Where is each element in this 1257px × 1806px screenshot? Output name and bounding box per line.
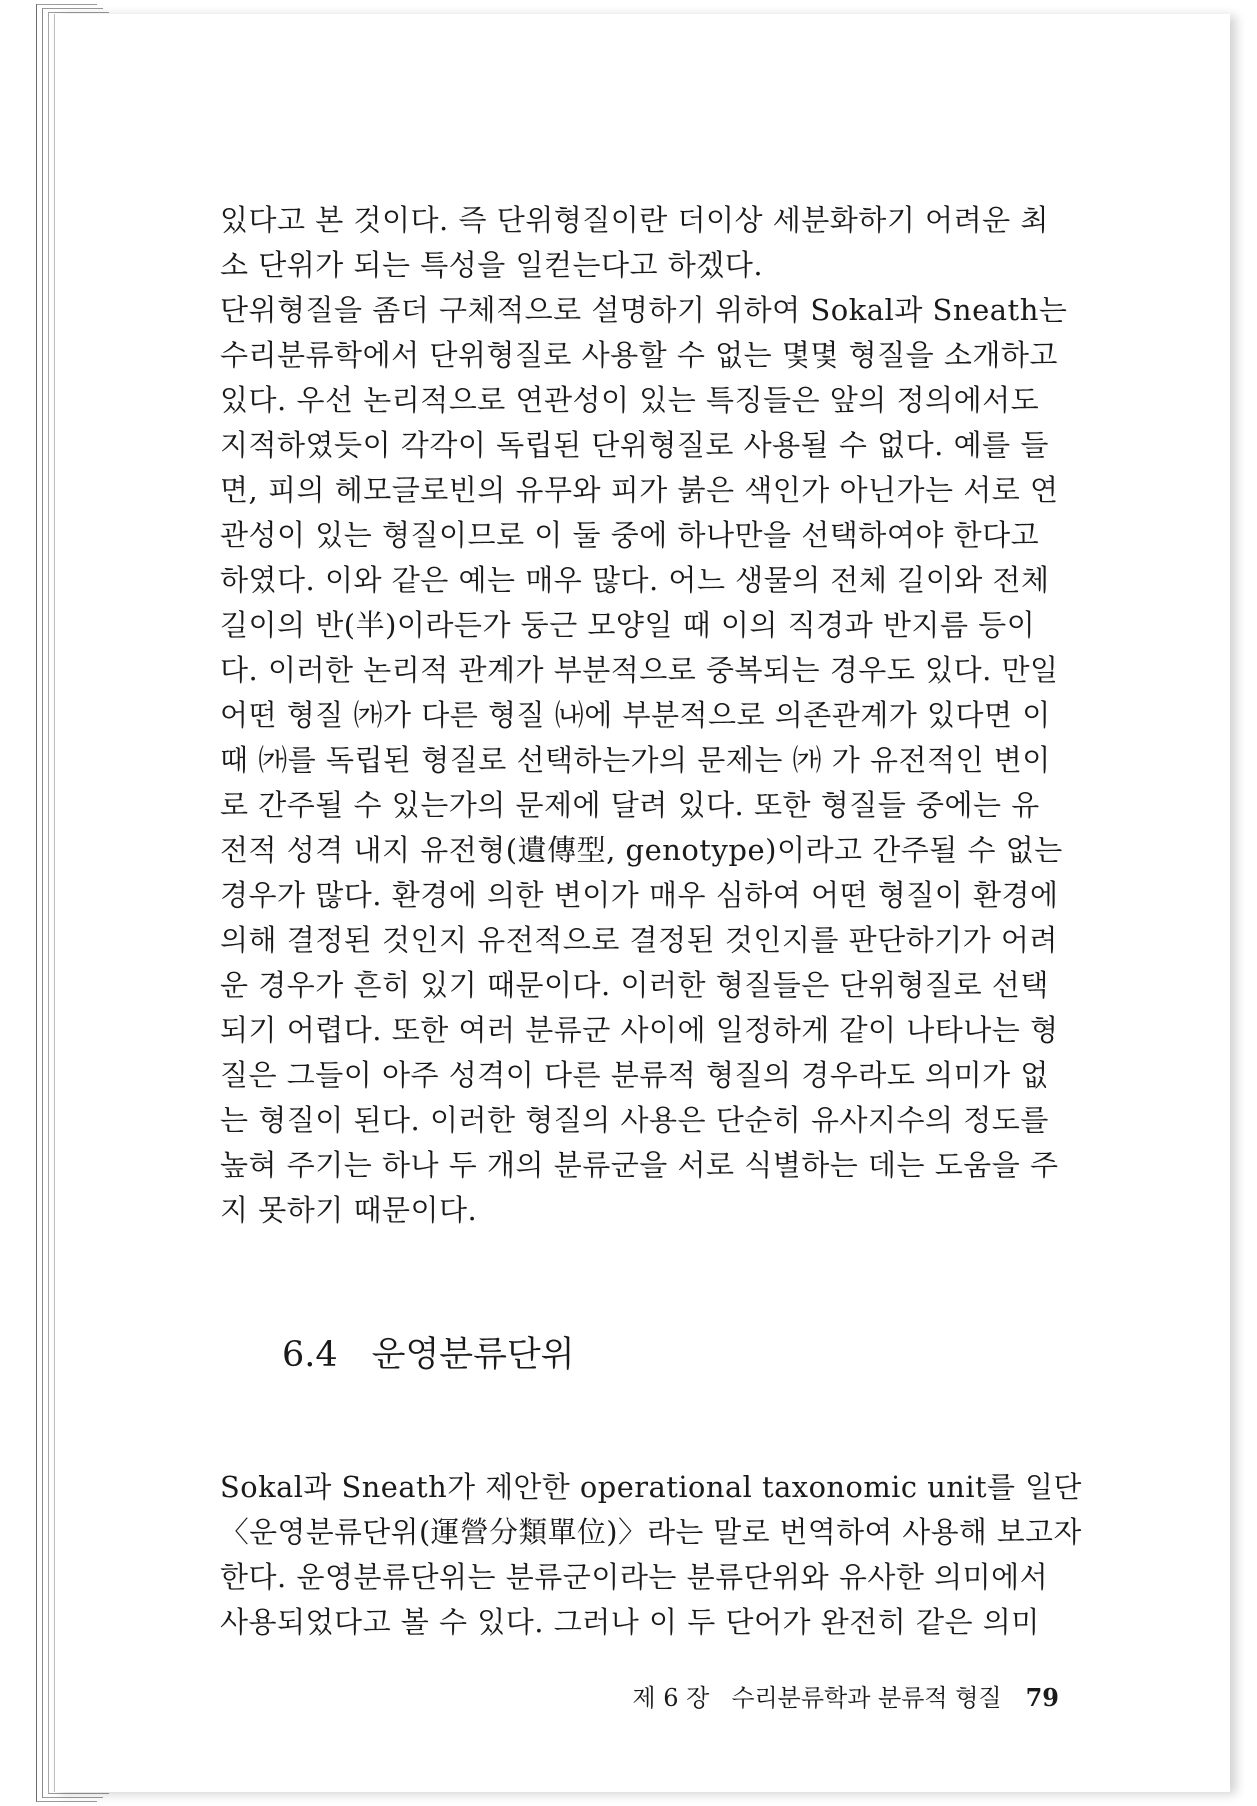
text-line: 소 단위가 되는 특성을 일컫는다고 하겠다. [220, 248, 764, 282]
text-line: 하였다. 이와 같은 예는 매우 많다. 어느 생물의 전체 길이와 전체 [220, 563, 1050, 597]
text-line: 어떤 형질 ㈎가 다른 형질 ㈏에 부분적으로 의존관계가 있다면 이 [220, 698, 1051, 732]
body-paragraph-1 [220, 198, 1082, 1233]
text-line: 지 못하기 때문이다. [220, 1193, 478, 1227]
text-line: Sokal과 Sneath가 제안한 operational taxonomic unit를 일단 [220, 1470, 1082, 1504]
text-line: 면, 피의 헤모글로빈의 유무와 피가 붉은 색인가 아닌가는 서로 연 [220, 473, 1059, 507]
section-title: 운영분류단위 [371, 1335, 575, 1375]
text-line: 질은 그들이 아주 성격이 다른 분류적 형질의 경우라도 의미가 없 [220, 1058, 1049, 1092]
text-line: 높혀 주기는 하나 두 개의 분류군을 서로 식별하는 데는 도움을 주 [220, 1148, 1059, 1182]
text-line: 는 형질이 된다. 이러한 형질의 사용은 단순히 유사지수의 정도를 [220, 1103, 1049, 1137]
text-line: 있다. 우선 논리적으로 연관성이 있는 특징들은 앞의 정의에서도 [220, 383, 1040, 417]
text-line: 의해 결정된 것인지 유전적으로 결정된 것인지를 판단하기가 어려 [220, 923, 1058, 957]
text-line: 지적하였듯이 각각이 독립된 단위형질로 사용될 수 없다. 예를 들 [220, 428, 1049, 462]
text-line: 사용되었다고 볼 수 있다. 그러나 이 두 단어가 완전히 같은 의미 [220, 1605, 1040, 1639]
text-line: 한다. 운영분류단위는 분류군이라는 분류단위와 유사한 의미에서 [220, 1560, 1049, 1594]
running-footer [632, 1678, 1059, 1713]
text-line: 단위형질을 좀더 구체적으로 설명하기 위하여 Sokal과 Sneath는 [220, 293, 1068, 327]
text-line: 운 경우가 흔히 있기 때문이다. 이러한 형질들은 단위형질로 선택 [220, 968, 1049, 1002]
text-line: 로 간주될 수 있는가의 문제에 달려 있다. 또한 형질들 중에는 유 [220, 788, 1040, 822]
text-line: 관성이 있는 형질이므로 이 둘 중에 하나만을 선택하여야 한다고 [220, 518, 1040, 552]
footer-title: 수리분류학과 분류적 형질 [731, 1684, 1002, 1712]
text-line: 전적 성격 내지 유전형(遺傳型, genotype)이라고 간주될 수 없는 [220, 833, 1063, 867]
page-number: 79 [1025, 1683, 1059, 1712]
text-line: 길이의 반(半)이라든가 둥근 모양일 때 이의 직경과 반지름 등이 [220, 608, 1036, 642]
section-heading [282, 1327, 575, 1377]
text-line: 때 ㈎를 독립된 형질로 선택하는가의 문제는 ㈎ 가 유전적인 변이 [220, 743, 1051, 777]
body-paragraph-2 [220, 1465, 1082, 1645]
footer-chapter: 제 6 장 [632, 1684, 710, 1712]
text-line: 경우가 많다. 환경에 의한 변이가 매우 심하여 어떤 형질이 환경에 [220, 878, 1059, 912]
text-line: 수리분류학에서 단위형질로 사용할 수 없는 몇몇 형질을 소개하고 [220, 338, 1058, 372]
text-line: 있다고 본 것이다. 즉 단위형질이란 더이상 세분화하기 어려운 최 [220, 203, 1049, 237]
section-number: 6.4 [282, 1335, 338, 1375]
text-line: 다. 이러한 논리적 관계가 부분적으로 중복되는 경우도 있다. 만일 [220, 653, 1059, 687]
text-line: 〈운영분류단위(運營分類單位)〉라는 말로 번역하여 사용해 보고자 [220, 1515, 1082, 1549]
text-line: 되기 어렵다. 또한 여러 분류군 사이에 일정하게 같이 나타나는 형 [220, 1013, 1059, 1047]
